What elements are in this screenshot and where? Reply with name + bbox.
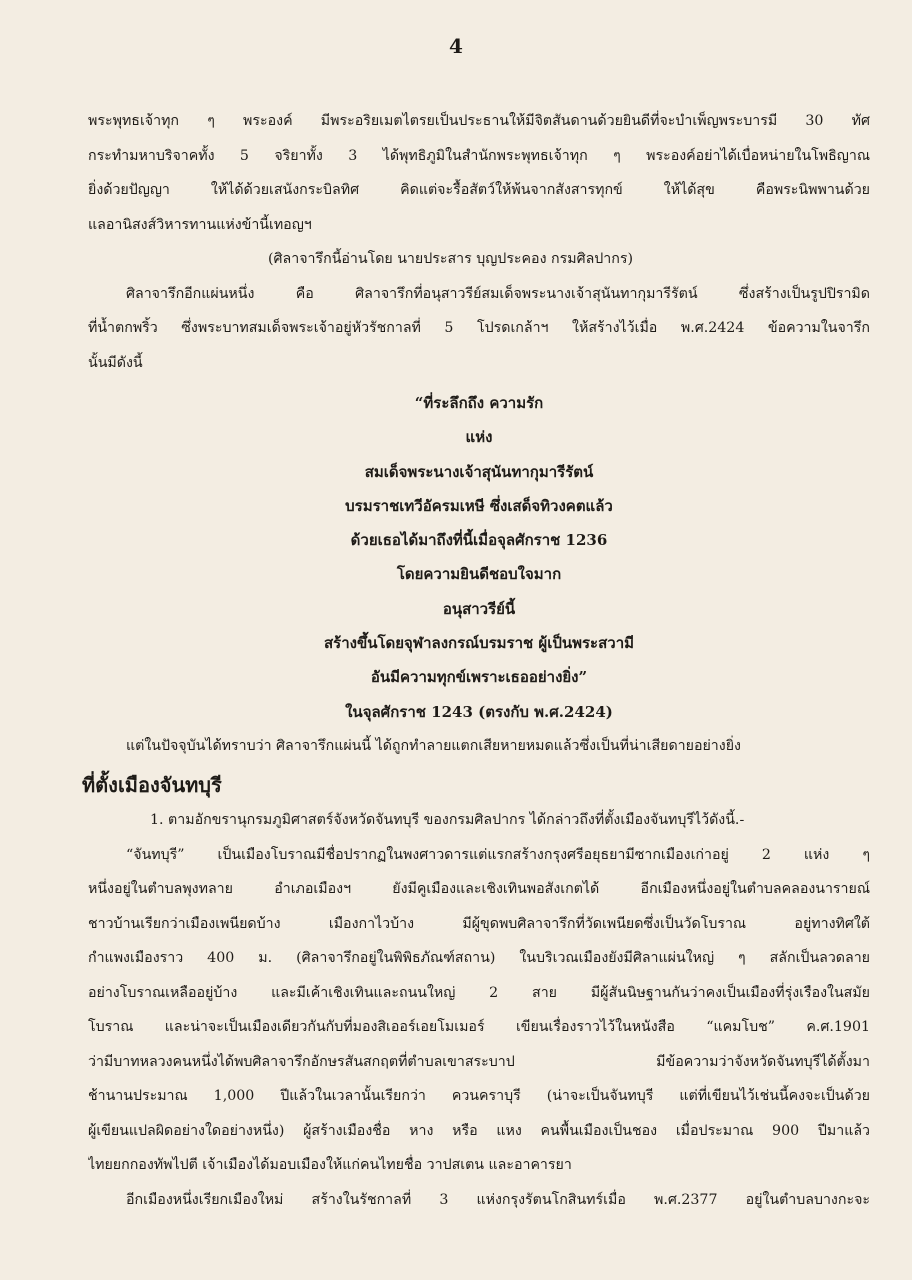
paragraph-line: นั้นมีดังนี้ — [88, 354, 143, 371]
paragraph-line: ศิลาจารึกอีกแผ่นหนึ่ง คือ ศิลาจารึกที่อนุสาวรีย์สมเด็จพระนางเจ้าสุนันทากุมารีรัตน์ ซึ่งสร้างเป็นรูปปิรามิด — [126, 285, 870, 302]
inscription-line: โดยความยินดีชอบใจมาก — [396, 565, 562, 584]
inscription-line: บรมราชเทวีอัครมเหษี ซึ่งเสด็จทิวงคตแล้ว — [345, 496, 613, 515]
inscription-line: อันมีความทุกข์เพราะเธออย่างยิ่ง” — [370, 668, 588, 687]
body-line: ช้านานประมาณ 1,000 ปีแล้วในเวลานั้นเรียกว่า ควนคราบุรี (น่าจะเป็นจันทบุรี แต่ที่เขียนไว้เช่นนี้คงจะเป็นด้วย — [88, 1088, 870, 1105]
inscription-date: ในจุลศักราช 1243 (ตรงกับ พ.ศ.2424) — [345, 702, 613, 721]
intro-line: แลอานิสงส์วิหารทานแห่งข้านี้เทอญฯ — [88, 216, 312, 233]
page-content — [82, 104, 870, 1217]
body-line: ชาวบ้านเรียกว่าเมืองเพนียดบ้าง เมืองกาไวบ้าง มีผู้ขุดพบศิลาจารึกที่วัดเพนียดซึ่งเป็นวัดโบราณ อยู่ทางทิศใต้ — [88, 915, 870, 932]
inscription-line: แห่ง — [465, 428, 493, 447]
inscription-line: “ที่ระลึกถึง ความรัก — [414, 394, 544, 412]
paragraph-line: ที่น้ำตกพริ้ว ซึ่งพระบาทสมเด็จพระเจ้าอยู่หัวรัชกาลที่ 5 โปรดเกล้าฯ ให้สร้างไว้เมื่อ พ.ศ.2424 ข้อความในจารึก — [88, 320, 870, 336]
body-line: หนึ่งอยู่ในตำบลพุงทลาย อำเภอเมืองฯ ยังมีคูเมืองและเชิงเทินพอสังเกตได้ อีกเมืองหนึ่งอยู่ในตำบลคลองนารายณ์ — [88, 881, 870, 898]
body-line: กำแพงเมืองราว 400 ม. (ศิลาจารึกอยู่ในพิพิธภัณฑ์สถาน) ในบริเวณเมืองยังมีศิลาแผ่นใหญ่ ๆ สลักเป็นลวดลาย — [88, 950, 870, 967]
inscription-line: สมเด็จพระนางเจ้าสุนันทากุมารีรัตน์ — [364, 462, 594, 481]
body-line: อย่างโบราณเหลืออยู่บ้าง และมีเค้าเชิงเทินและถนนใหญ่ 2 สาย มีผู้สันนิษฐานกันว่าคงเป็นเมืองที่รุ่งเรืองในสมัย — [88, 984, 870, 1001]
section-item-intro: 1. ตามอักขรานุกรมภูมิศาสตร์จังหวัดจันทบุรี ของกรมศิลปากร ได้กล่าวถึงที่ตั้งเมืองจันทบุรีไว้ดังนี้.- — [150, 812, 745, 829]
source-note: (ศิลาจารึกนี้อ่านโดย นายประสาร บุญประคอง กรมศิลปากร) — [268, 251, 633, 267]
body-line: ว่ามีบาทหลวงคนหนึ่งได้พบศิลาจารึกอักษรสันสกฤตที่ตำบลเขาสระบาป มีข้อความว่าจังหวัดจันทบุรีได้ตั้งมา — [88, 1053, 870, 1070]
inscription-line: สร้างขึ้นโดยจุฬาลงกรณ์บรมราช ผู้เป็นพระสวามี — [323, 634, 635, 653]
intro-line: กระทำมหาบริจาคทั้ง 5 จริยาทั้ง 3 ได้พุทธิภูมิในสำนักพระพุทธเจ้าทุก ๆ พระองค์อย่าได้เบื่อหน่ายในโพธิญาณ — [88, 147, 870, 164]
body-line: อีกเมืองหนึ่งเรียกเมืองใหม่ สร้างในรัชกาลที่ 3 แห่งกรุงรัตนโกสินทร์เมื่อ พ.ศ.2377 อยู่ในตำบลบางกะจะ — [126, 1191, 870, 1208]
body-line: ไทยยกกองทัพไปตี เจ้าเมืองได้มอบเมืองให้แก่คนไทยชื่อ วาปสเตน และอาคารยา — [88, 1157, 572, 1174]
inscription-line: ด้วยเธอได้มาถึงที่นี้เมื่อจุลศักราช 1236 — [350, 531, 608, 550]
body-line: ผู้เขียนแปลผิดอย่างใดอย่างหนึ่ง) ผู้สร้างเมืองชื่อ หาง หรือ แหง คนพื้นเมืองเป็นชอง เมื่อประมาณ 900 ปีมาแล้ว — [88, 1122, 870, 1139]
page-number: 4 — [449, 34, 463, 58]
inscription-line: อนุสาวรีย์นี้ — [442, 599, 516, 618]
body-line: โบราณ และน่าจะเป็นเมืองเดียวกันกับที่มองสิเออร์เอยโมเมอร์ เขียนเรื่องราวไว้ในหนังสือ “แคมโบช” ค.ศ.1901 — [88, 1019, 870, 1036]
intro-line: ยิ่งด้วยปัญญา ให้ได้ด้วยเสนังกระบิลทิศ คิดแต่จะรื้อสัตว์ให้พ้นจากสังสารทุกข์ ให้ได้สุข คือพระนิพพานด้วย — [88, 182, 870, 198]
body-line: “จันทบุรี” เป็นเมืองโบราณมีชื่อปรากฏในพงศาวดารแต่แรกสร้างกรุงศรีอยุธยามีซากเมืองเก่าอยู่ 2 แห่ง ๆ — [126, 846, 870, 863]
section-heading: ที่ตั้งเมืองจันทบุรี — [82, 773, 222, 798]
closing-note: แต่ในปัจจุบันได้ทราบว่า ศิลาจารึกแผ่นนี้ ได้ถูกทำลายแตกเสียหายหมดแล้วซึ่งเป็นที่น่าเสียดายอย่างยิ่ง — [126, 737, 741, 754]
intro-line: พระพุทธเจ้าทุก ๆ พระองค์ มีพระอริยเมตไตรยเป็นประธานให้มีจิตสันดานด้วยยินดีที่จะบำเพ็ญพระบารมี 30 ทัศ — [88, 113, 870, 129]
